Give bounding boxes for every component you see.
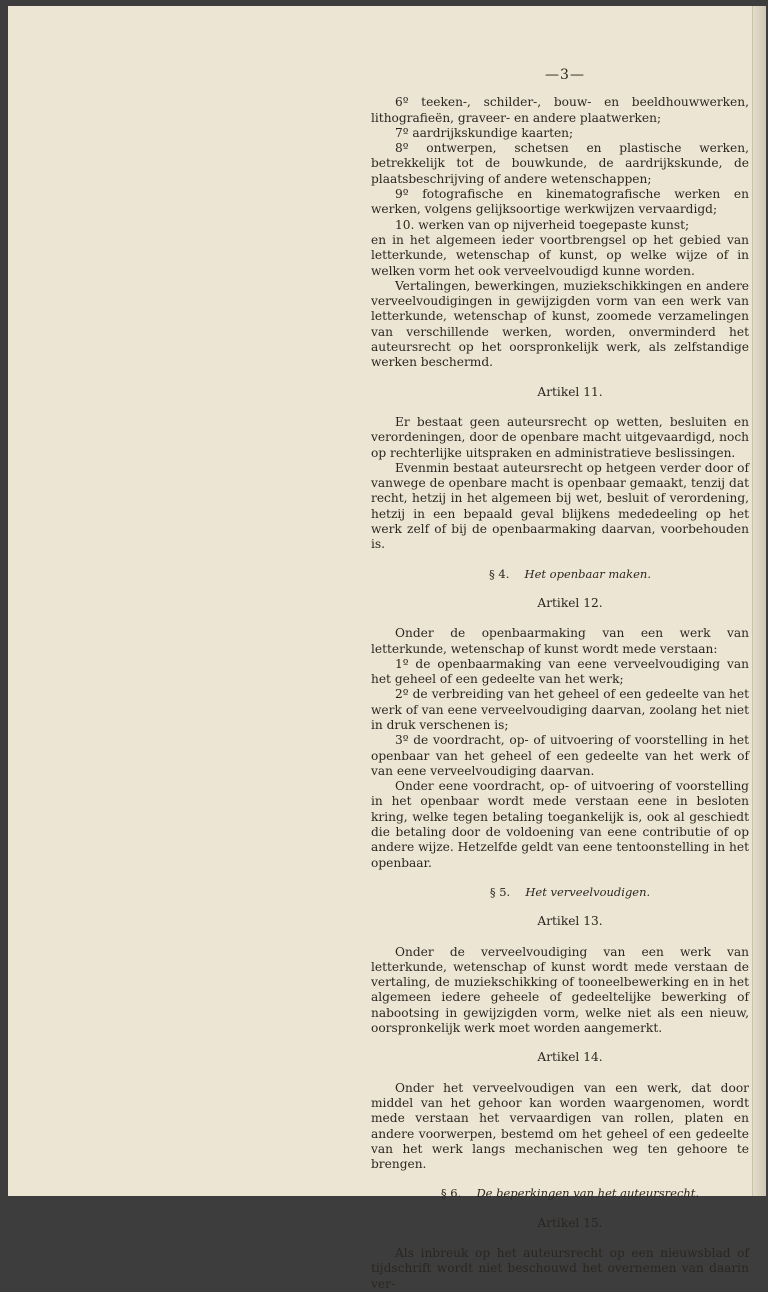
paragraph: en in het algemeen ieder voortbrengsel op het gebied van letterkunde, wetenschap of kunst, op welke wijze of in welken vorm het ook verveelvoudigd kunne worden. <box>371 232 749 278</box>
section-title: De beperkingen van het auteursrecht. <box>472 1186 700 1201</box>
section-number: § 4. <box>489 566 510 581</box>
article-heading: Artikel 14. <box>537 1050 603 1065</box>
paragraph: 6º teeken-, schilder-, bouw- en beeldhouwwerken, lithografieën, graveer- en andere plaatwerken; <box>371 95 749 125</box>
article-body <box>371 95 749 1292</box>
section-heading <box>371 1186 749 1201</box>
paragraph: Vertalingen, bewerkingen, muziekschikkingen en andere verveelvoudigingen in gewijzigden vorm van een werk van letterkunde, wetenschap of kunst, zoomede verzamelingen van verschillende werken, worden, onverminderd het auteursrecht op het oorspronkelijk werk, als zelfstandige werken beschermd. <box>371 278 749 370</box>
section-title: Het openbaar maken. <box>520 566 651 581</box>
paragraph: 1º de openbaarmaking van eene verveelvoudiging van het geheel of een gedeelte van het werk; <box>371 656 749 687</box>
section-heading <box>371 885 749 900</box>
paragraph: 8º ontwerpen, schetsen en plastische werken, betrekkelijk tot de bouwkunde, de aardrijkskunde, de plaatsbeschrijving of andere wetenschappen; <box>371 141 749 186</box>
paragraph: Onder de openbaarmaking van een werk van letterkunde, wetenschap of kunst wordt mede verstaan: <box>371 626 749 656</box>
paragraph: 7º aardrijkskundige kaarten; <box>395 125 574 140</box>
page-edge <box>752 6 766 1196</box>
paragraph: 9º fotografische en kinematografische werken en werken, volgens gelijksoortige werkwijzen vervaardigd; <box>371 187 749 217</box>
paragraph: 2º de verbreiding van het geheel of een gedeelte van het werk of van eene verveelvoudiging daarvan, zoolang het niet in druk verschenen is; <box>371 687 749 732</box>
paragraph: Evenmin bestaat auteursrecht op hetgeen verder door of vanwege de openbare macht is openbaar gemaakt, tenzij dat recht, hetzij in het algemeen bij wet, besluit of verordening, hetzij in een bepaald geval blijkens mededeeling op het werk zelf of bij de openbaarmaking daarvan, voorbehouden is. <box>371 460 749 552</box>
paragraph: Als inbreuk op het auteursrecht op een nieuwsblad of tijdschrift wordt niet beschouwd het overnemen van daarin ver- <box>371 1246 749 1291</box>
document-page <box>8 6 766 1291</box>
article-heading: Artikel 15. <box>537 1215 603 1230</box>
paragraph: 10. werken van op nijverheid toegepaste kunst; <box>395 217 690 232</box>
paragraph: Onder het verveelvoudigen van een werk, dat door middel van het gehoor kan worden waargenomen, wordt mede verstaan het vervaardigen van rollen, platen en andere voorwerpen, bestemd om het geheel of een gedeelte van het werk langs mechanischen weg ten gehoore te brengen. <box>371 1080 749 1172</box>
paragraph: Onder de verveelvoudiging van een werk van letterkunde, wetenschap of kunst wordt mede verstaan de vertaling, de muziekschikking of tooneelbewerking en in het algemeen iedere geheele of gedeeltelijke bewerking of nabootsing in gewijzigden vorm, welke niet als een nieuw, oorspronkelijk werk moet worden aangemerkt. <box>371 944 749 1036</box>
article-heading: Artikel 11. <box>537 384 603 399</box>
page-number: —3— <box>545 67 585 83</box>
article-heading: Artikel 13. <box>537 914 603 929</box>
section-number: § 6. <box>440 1186 462 1201</box>
section-heading <box>371 567 749 582</box>
article-heading: Artikel 12. <box>537 595 603 610</box>
section-title: Het verveelvoudigen. <box>521 884 651 899</box>
section-number: § 5. <box>489 884 511 899</box>
paragraph: Onder eene voordracht, op- of uitvoering of voorstelling in het openbaar wordt mede verstaan eene in besloten kring, welke tegen betaling toegankelijk is, ook al geschiedt die betaling door de voldoening van eene contributie of op andere wijze. Hetzelfde geldt van eene tentoonstelling in het openbaar. <box>371 779 749 870</box>
paragraph: Er bestaat geen auteursrecht op wetten, besluiten en verordeningen, door de openbare macht uitgevaardigd, noch op rechterlijke uitspraken en administratieve beslissingen. <box>371 414 749 460</box>
paragraph: 3º de voordracht, op- of uitvoering of voorstelling in het openbaar van het geheel of een gedeelte van het werk of van eene verveelvoudiging daarvan. <box>371 733 749 778</box>
text-column <box>371 68 749 1292</box>
